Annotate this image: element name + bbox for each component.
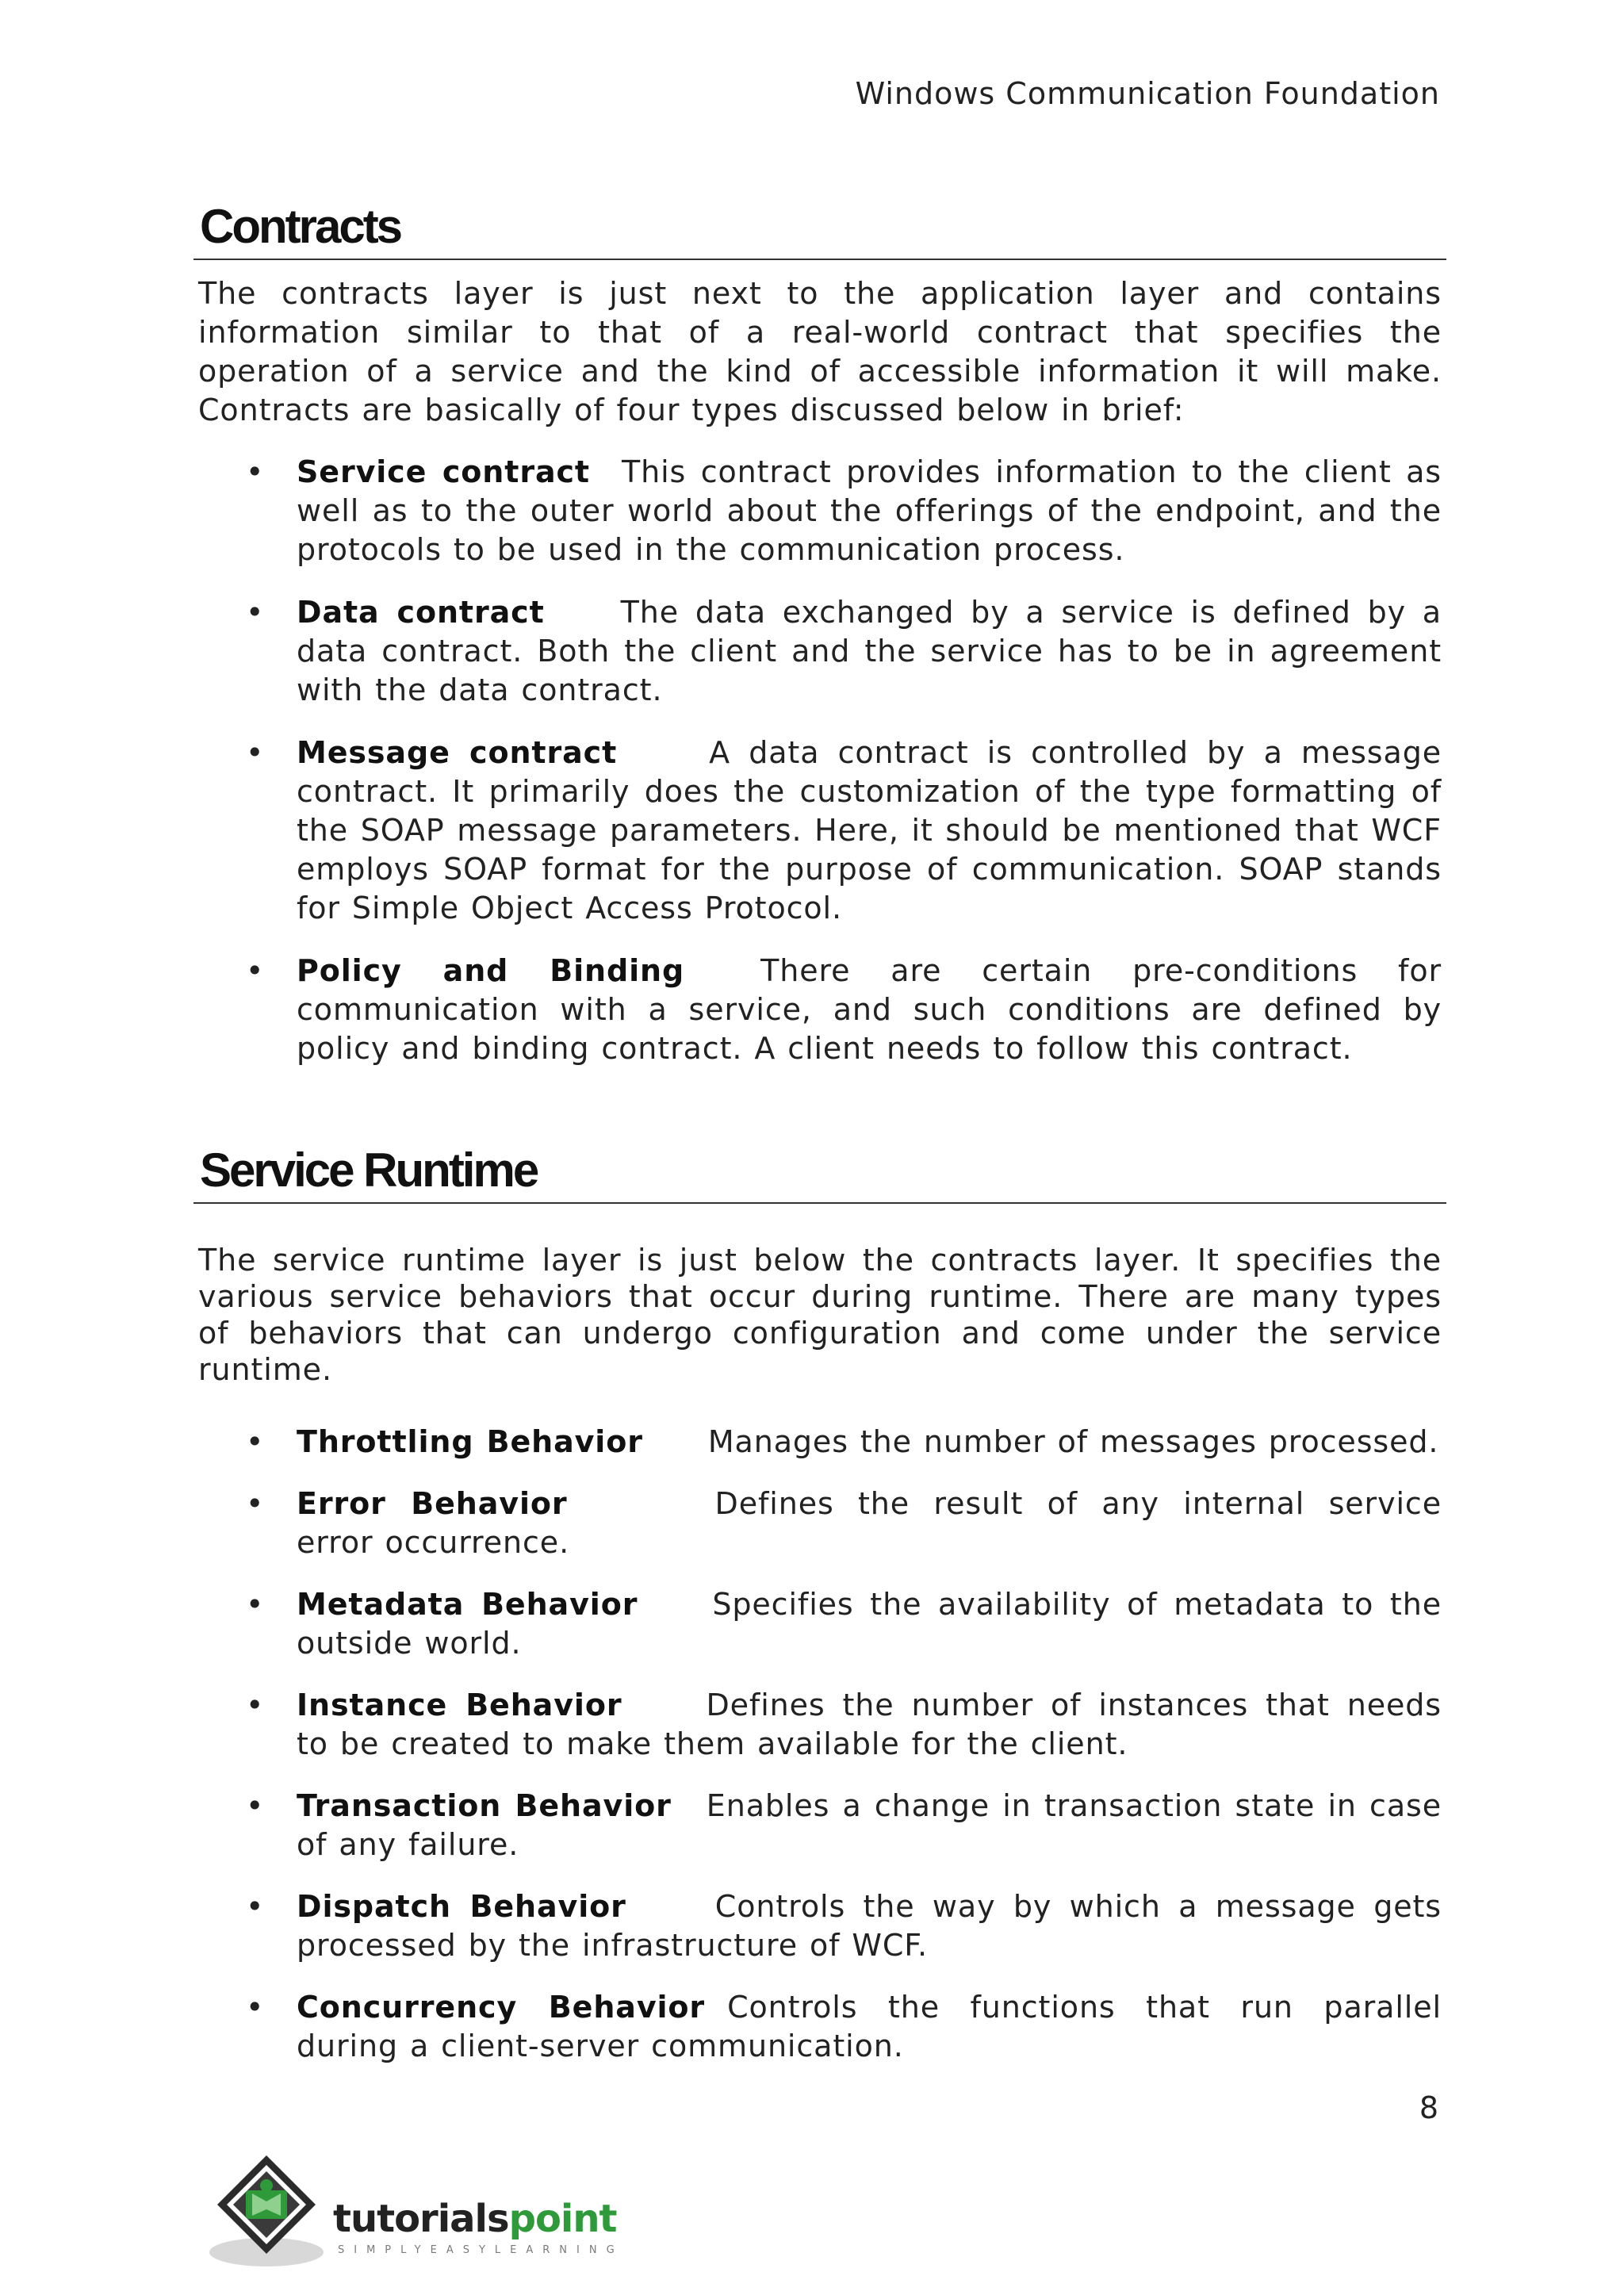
list-item [198, 1423, 1442, 1462]
bullet-icon: • [246, 1486, 265, 1521]
bullet-icon: • [246, 1688, 265, 1722]
bullet-icon: • [246, 1587, 265, 1622]
logo-word-green: point [508, 2197, 617, 2241]
item-term: Service contract [297, 454, 590, 489]
bullet-icon: • [246, 953, 265, 988]
item-text: This contract provides information to the client as well as to the outer world about the offerings of the endpoint, and the protocols to be used in the communication process. [297, 454, 1442, 567]
logo-diamond-icon [205, 2141, 331, 2276]
bullet-icon: • [246, 1424, 265, 1459]
section-title: Service Runtime [200, 1144, 538, 1197]
item-text: Specifies the availability of metadata to the outside world. [297, 1587, 1442, 1661]
item-text: Enables a change in transaction state in case of any failure. [297, 1788, 1442, 1862]
contracts-section [198, 198, 1442, 1068]
item-text: Controls the way by which a message gets processed by the infrastructure of WCF. [297, 1889, 1442, 1963]
item-text: Controls the functions that run parallel during a client-server communication. [297, 1990, 1442, 2063]
logo-word-dark: tutorials [333, 2197, 509, 2241]
item-text: The data exchanged by a service is defined by a data contract. Both the client and the service has to be in agreement with the data contract. [297, 595, 1442, 707]
item-term: Error Behavior [297, 1486, 568, 1521]
list-item [198, 952, 1442, 1068]
item-text: Defines the result of any internal service error occurrence. [297, 1486, 1442, 1560]
section-intro: The service runtime layer is just below the contracts layer. It specifies the various service behaviors that occur during runtime. There are many types of behaviors that can undergo configuration and come under the service runtime. [198, 1243, 1442, 1387]
section-rule [193, 259, 1446, 260]
logo-wordmark [333, 2197, 616, 2241]
section-title: Contracts [200, 200, 401, 253]
tutorialspoint-logo [205, 2141, 649, 2276]
bullet-icon: • [246, 1990, 265, 2025]
item-term: Instance Behavior [297, 1688, 622, 1722]
section-intro: The contracts layer is just next to the application layer and contains information similar to that of a real-world contract that specifies the operation of a service and the kind of accessible information it will make. Contracts are basically of four types discussed below in brief: [198, 276, 1442, 427]
item-term: Transaction Behavior [297, 1788, 672, 1823]
item-text: Defines the number of instances that needs to be created to make them available for the client. [297, 1688, 1442, 1761]
service-runtime-section [198, 1142, 1442, 2066]
page-number: 8 [1419, 2090, 1438, 2125]
list-item [198, 453, 1442, 569]
list-item [198, 1887, 1442, 1965]
item-text: Manages the number of messages processed. [707, 1424, 1439, 1459]
item-text: A data contract is controlled by a message contract. It primarily does the customization of the type formatting of the SOAP message parameters. Here, it should be mentioned that WCF employs SOAP format for the purpose of communication. SOAP stands for Simple Object Access Protocol. [297, 735, 1442, 925]
item-term: Policy and Binding [297, 953, 685, 988]
list-item [198, 1686, 1442, 1764]
item-term: Concurrency Behavior [297, 1990, 706, 2025]
logo-tagline: SIMPLYEASYLEARNING [338, 2244, 624, 2256]
bullet-icon: • [246, 595, 265, 630]
list-item [198, 1585, 1442, 1663]
bullet-icon: • [246, 454, 265, 489]
bullet-icon: • [246, 1788, 265, 1823]
item-term: Dispatch Behavior [297, 1889, 626, 1924]
section-rule [193, 1202, 1446, 1204]
item-term: Metadata Behavior [297, 1587, 638, 1622]
running-header: Windows Communication Foundation [855, 76, 1440, 111]
bullet-icon: • [246, 1889, 265, 1924]
item-term: Throttling Behavior [297, 1424, 643, 1459]
contracts-list [198, 453, 1442, 1068]
list-item [198, 1787, 1442, 1864]
list-item [198, 593, 1442, 710]
item-text: There are certain pre-conditions for communication with a service, and such conditions are defined by policy and binding contract. A client needs to follow this contract. [297, 953, 1442, 1066]
item-term: Message contract [297, 735, 618, 770]
list-item [198, 1485, 1442, 1562]
list-item [198, 734, 1442, 928]
bullet-icon: • [246, 735, 265, 770]
list-item [198, 1988, 1442, 2066]
item-term: Data contract [297, 595, 545, 630]
runtime-list [198, 1423, 1442, 2066]
